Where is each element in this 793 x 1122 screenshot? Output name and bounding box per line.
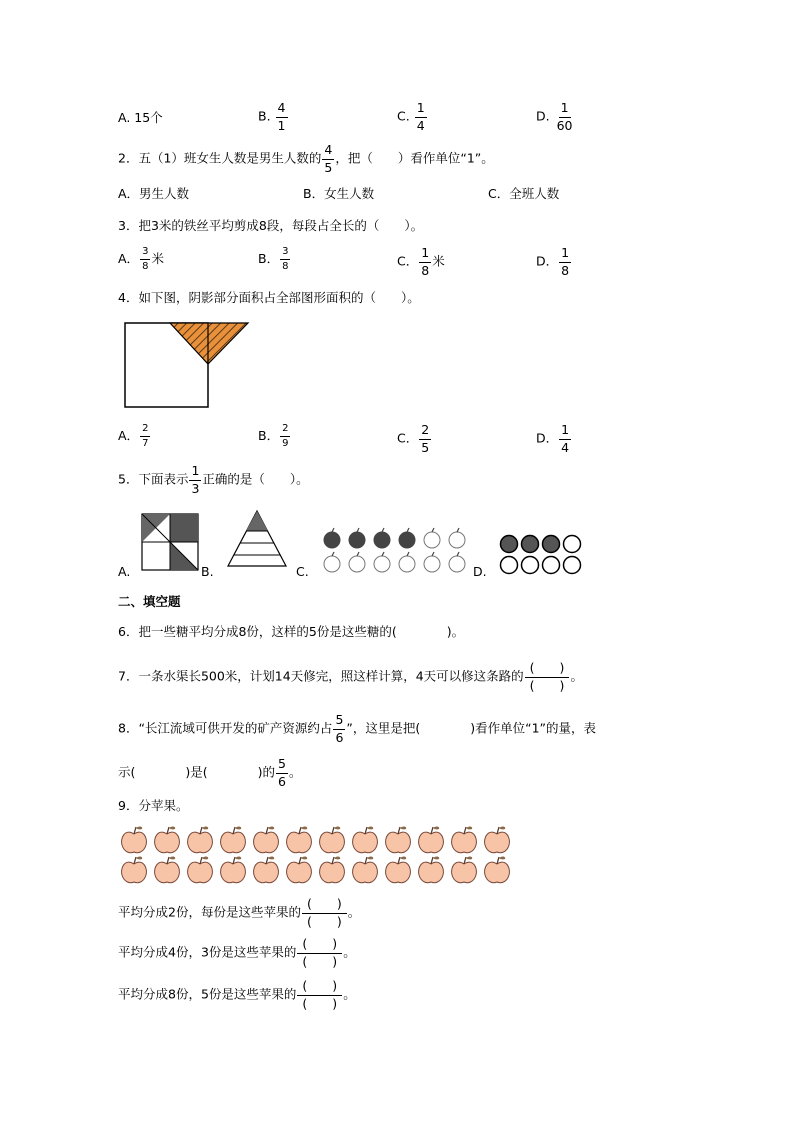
fraction: $\frac{2}{9}$: [282, 423, 289, 449]
option-text: 15个: [134, 110, 163, 125]
fraction: $\frac{2}{7}$: [142, 423, 149, 449]
option-label: D．: [536, 430, 559, 446]
unit: 米: [151, 251, 164, 266]
apple-row-1: [122, 826, 510, 852]
q9-title: 9．分苹果。: [118, 798, 189, 813]
fraction: $\frac{5}{6}$: [278, 756, 286, 789]
q5-option-b[interactable]: B.: [201, 564, 214, 579]
q5-option-c[interactable]: C.: [296, 564, 309, 579]
answer-fraction-blank[interactable]: $\frac{( )}{( )}$: [297, 938, 342, 968]
fraction: $\frac{3}{8}$: [282, 246, 289, 272]
section-heading: 二、填空题: [118, 594, 181, 609]
answer-fraction-blank[interactable]: $\frac{( )}{( )}$: [525, 662, 570, 692]
q5-option-d[interactable]: D.: [473, 564, 487, 579]
option-label: B.: [258, 108, 271, 124]
q6-stem: 6．把一些糖平均分成8份，这样的5份是这些糖的( )。: [118, 624, 465, 639]
option-label: A.: [118, 110, 131, 125]
q3-stem: 3．把3米的铁丝平均剪成8段，每段占全长的（ ）。: [118, 218, 424, 233]
q7-stem: 7．一条水渠长500米，计划14天修完，照这样计算，4天可以修这条路的 $\frac{( )}{( )}$ 。: [118, 660, 583, 693]
q8-line2: 示( )是( )的 $\frac{5}{6}$ 。: [118, 756, 302, 789]
q2-option-a[interactable]: A．男生人数: [118, 186, 190, 201]
option-label: A．: [118, 428, 140, 443]
q9-line2: 平均分成4份，3份是这些苹果的 $\frac{( )}{( )}$ 。: [118, 936, 356, 969]
q5-option-a[interactable]: A.: [118, 564, 131, 579]
option-label: B．: [258, 428, 280, 443]
option-label: A．: [118, 251, 140, 266]
unit: 米: [432, 253, 445, 269]
fraction: $\frac{1}{8}$: [561, 245, 570, 278]
fraction: $\frac{1}{4}$: [416, 100, 425, 133]
fraction: $\frac{4}{1}$: [277, 100, 286, 133]
q9-line3: 平均分成8份，5份是这些苹果的 $\frac{( )}{( )}$ 。: [118, 978, 356, 1011]
apple-row-2: [122, 856, 510, 882]
fraction: $\frac{5}{6}$: [335, 712, 344, 745]
answer-fraction-blank[interactable]: $\frac{( )}{( )}$: [302, 898, 347, 928]
fraction: $\frac{1}{60}$: [556, 100, 573, 133]
fraction: $\frac{3}{8}$: [142, 246, 149, 272]
q8-line1: 8．“长江流域可供开发的矿产资源约占 $\frac{5}{6}$ ”，这里是把( )看作单位“1”的量，表: [118, 712, 597, 745]
fraction: $\frac{4}{5}$: [324, 142, 333, 175]
fraction: $\frac{2}{5}$: [421, 422, 430, 455]
fraction: $\frac{1}{3}$: [191, 463, 200, 496]
fraction: $\frac{1}{4}$: [561, 422, 570, 455]
q5-stem: 5．下面表示 $\frac{1}{3}$ 正确的是（ ）。: [118, 463, 309, 496]
option-label: B．: [258, 251, 280, 266]
fraction: $\frac{1}{8}$: [421, 245, 430, 278]
q2-stem: 2．五（1）班女生人数是男生人数的 $\frac{4}{5}$ ，把（ ）看作单位“1”。: [118, 142, 494, 175]
q4-stem: 4．如下图，阴影部分面积占全部图形面积的（ ）。: [118, 290, 420, 305]
q2-option-b[interactable]: B．女生人数: [303, 186, 375, 201]
q9-line1: 平均分成2份，每份是这些苹果的 $\frac{( )}{( )}$ 。: [118, 896, 361, 929]
q2-option-c[interactable]: C．全班人数: [488, 186, 560, 201]
answer-fraction-blank[interactable]: $\frac{( )}{( )}$: [297, 980, 342, 1010]
option-label: C．: [397, 253, 419, 269]
option-label: D.: [536, 108, 550, 124]
option-label: D．: [536, 253, 559, 269]
option-label: C.: [397, 108, 410, 124]
option-label: C．: [397, 430, 419, 446]
